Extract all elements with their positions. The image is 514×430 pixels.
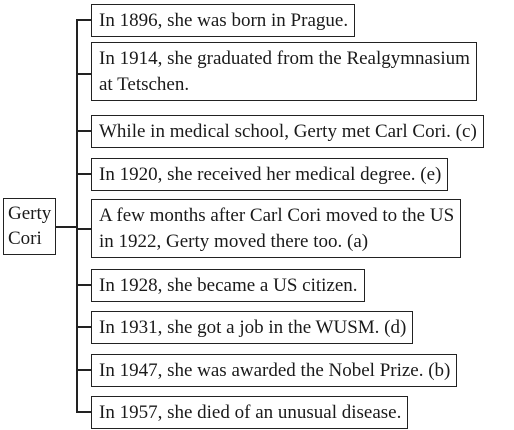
event-text: in 1922, Gerty moved there too. (a)	[99, 231, 369, 252]
branch-connector	[76, 228, 92, 230]
branch-connector	[76, 130, 92, 132]
event-text: In 1928, she became a US citizen.	[99, 275, 358, 296]
event-node-1922	[91, 199, 461, 258]
event-text: In 1931, she got a job in the WUSM. (d)	[99, 317, 407, 338]
root-node	[3, 198, 56, 255]
event-text: In 1957, she died of an unusual disease.	[99, 402, 402, 423]
event-node-medical-school	[91, 115, 484, 148]
root-label-line-1: Gerty	[8, 203, 52, 224]
event-node-1947	[91, 354, 457, 387]
branch-connector	[76, 369, 92, 371]
event-node-1928	[91, 269, 365, 302]
event-text: In 1896, she was born in Prague.	[99, 10, 349, 31]
event-node-1957	[91, 396, 408, 429]
branch-connector	[76, 173, 92, 175]
event-node-1931	[91, 311, 413, 344]
event-text: at Tetschen.	[99, 74, 190, 95]
timeline-trunk	[76, 19, 78, 412]
branch-connector	[76, 411, 92, 413]
event-node-1896	[91, 4, 355, 37]
branch-connector	[76, 326, 92, 328]
branch-connector	[76, 284, 92, 286]
event-text: While in medical school, Gerty met Carl Cori. (c)	[99, 121, 477, 142]
event-text: In 1914, she graduated from the Realgymnasium	[99, 48, 470, 69]
event-text: In 1947, she was awarded the Nobel Prize. (b)	[99, 360, 451, 381]
branch-connector	[76, 73, 92, 75]
branch-connector	[76, 19, 92, 21]
event-text: A few months after Carl Cori moved to the US	[99, 205, 455, 226]
event-text: In 1920, she received her medical degree. (e)	[99, 164, 442, 185]
event-node-1920	[91, 158, 448, 191]
root-label-line-2: Cori	[8, 228, 42, 249]
event-node-1914	[91, 42, 477, 101]
root-connector	[56, 226, 77, 228]
